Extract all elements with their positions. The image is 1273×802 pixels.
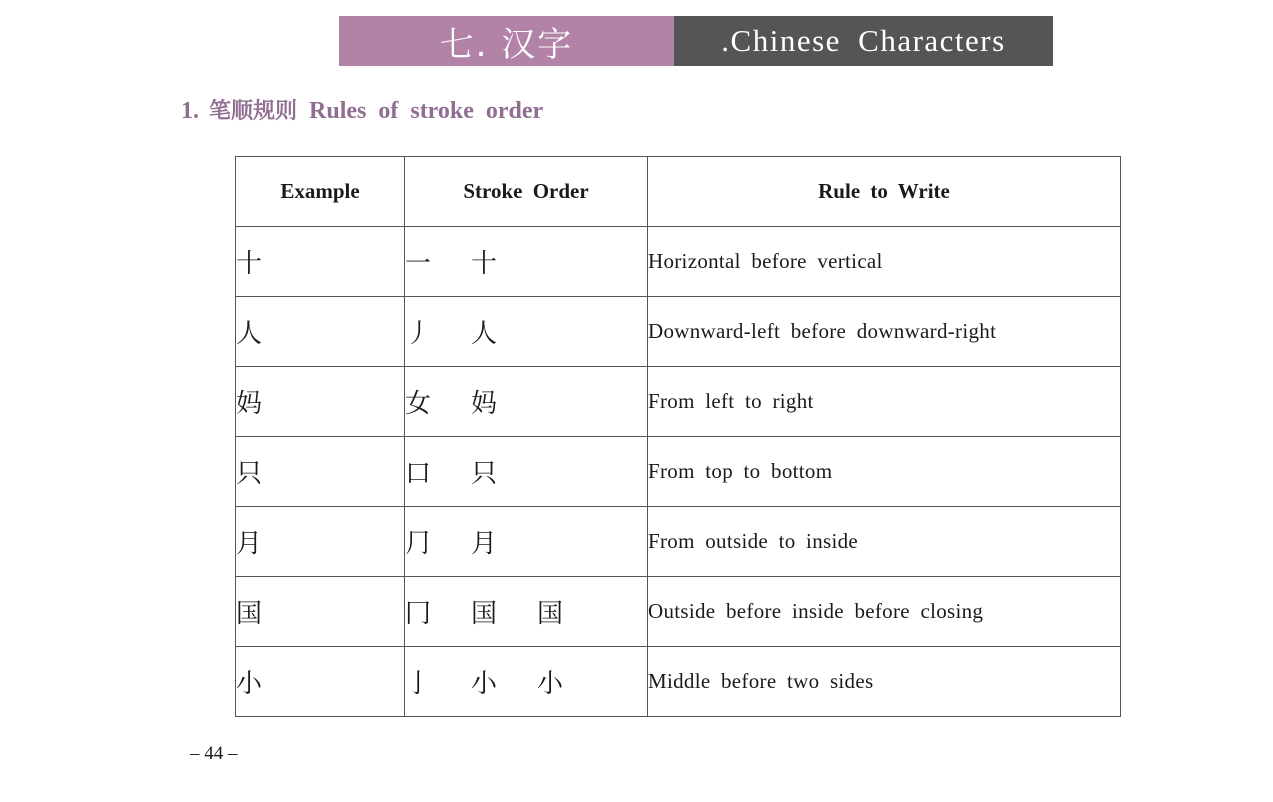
stroke-sequence xyxy=(405,437,648,507)
stroke-step: 口 xyxy=(405,459,432,489)
table-row xyxy=(236,507,1121,577)
rule-text: From left to right xyxy=(648,367,1121,437)
section-number: 1. xyxy=(181,98,199,124)
rule-text: Downward-left before downward-right xyxy=(648,297,1121,367)
example-character: 国 xyxy=(236,577,405,647)
table-row xyxy=(236,437,1121,507)
chapter-banner xyxy=(339,16,1053,66)
stroke-step: 十 xyxy=(471,249,498,279)
chapter-title-english: .Chinese Characters xyxy=(674,16,1053,66)
stroke-step: 女 xyxy=(405,389,432,419)
stroke-step: 只 xyxy=(471,459,498,489)
stroke-step: 小 xyxy=(537,669,564,699)
rule-text: Middle before two sides xyxy=(648,647,1121,717)
section-title-english: Rules of stroke order xyxy=(309,98,544,124)
example-character: 小 xyxy=(236,647,405,717)
stroke-sequence xyxy=(405,297,648,367)
example-character: 人 xyxy=(236,297,405,367)
header-rule: Rule to Write xyxy=(648,157,1121,227)
example-character: 月 xyxy=(236,507,405,577)
chapter-title-chinese: 七. 汉字 xyxy=(339,16,674,66)
header-example: Example xyxy=(236,157,405,227)
stroke-step: 亅 xyxy=(405,669,432,699)
stroke-step: 小 xyxy=(471,669,498,699)
table-row xyxy=(236,367,1121,437)
stroke-sequence xyxy=(405,367,648,437)
example-character: 只 xyxy=(236,437,405,507)
stroke-step: 人 xyxy=(471,319,498,349)
example-character: 妈 xyxy=(236,367,405,437)
stroke-step: 国 xyxy=(471,599,498,629)
stroke-sequence xyxy=(405,227,648,297)
stroke-step: 一 xyxy=(405,249,432,279)
table-row xyxy=(236,227,1121,297)
table-row xyxy=(236,577,1121,647)
example-character: 十 xyxy=(236,227,405,297)
rule-text: Horizontal before vertical xyxy=(648,227,1121,297)
stroke-sequence xyxy=(405,507,648,577)
stroke-sequence xyxy=(405,577,648,647)
stroke-sequence xyxy=(405,647,648,717)
stroke-step: 冂 xyxy=(405,599,432,629)
stroke-step: 丿 xyxy=(405,319,432,349)
section-title-chinese: 笔顺规则 xyxy=(209,99,298,124)
table-row xyxy=(236,647,1121,717)
rule-text: Outside before inside before closing xyxy=(648,577,1121,647)
header-stroke-order: Stroke Order xyxy=(405,157,648,227)
table-header-row xyxy=(236,157,1121,227)
page-number: – 44 – xyxy=(190,743,238,764)
rule-text: From top to bottom xyxy=(648,437,1121,507)
section-heading xyxy=(181,94,543,125)
stroke-order-table xyxy=(235,156,1121,717)
table-row xyxy=(236,297,1121,367)
stroke-step: ⺆ xyxy=(405,529,432,559)
stroke-step: 妈 xyxy=(471,389,498,419)
stroke-step: 月 xyxy=(471,529,498,559)
stroke-step: 国 xyxy=(537,599,564,629)
rule-text: From outside to inside xyxy=(648,507,1121,577)
